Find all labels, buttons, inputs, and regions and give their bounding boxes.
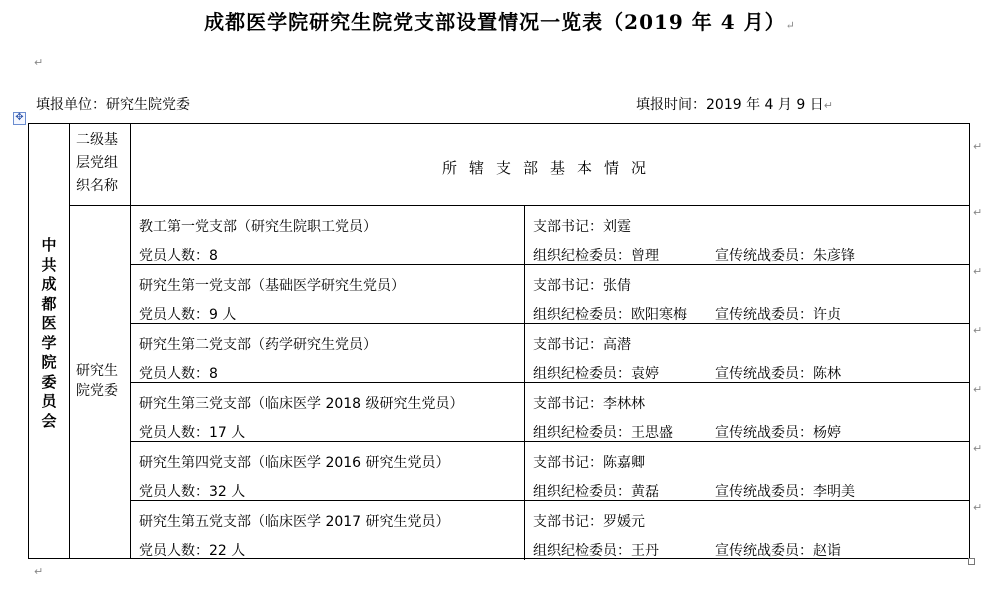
member-count: 党员人数：8 bbox=[139, 248, 218, 264]
discipline-member: 组织纪检委员：黄磊 bbox=[533, 484, 659, 500]
unit-name-cell bbox=[70, 361, 130, 401]
party-char: 中 bbox=[41, 236, 57, 254]
discipline-member: 组织纪检委员：王思盛 bbox=[533, 425, 673, 441]
branch-secretary: 支部书记：李林林 bbox=[533, 396, 645, 412]
fill-unit: 填报单位：研究生院党委 bbox=[36, 97, 190, 113]
party-char: 院 bbox=[41, 353, 57, 371]
member-count: 党员人数：8 bbox=[139, 366, 218, 382]
document-title bbox=[0, 6, 1000, 35]
propaganda-member: 宣传统战委员：赵诣 bbox=[715, 543, 841, 559]
row-end-mark-icon: ↵ bbox=[973, 442, 983, 455]
branch-name: 研究生第三党支部（临床医学 2018 级研究生党员） bbox=[139, 396, 464, 412]
branch-secretary: 支部书记：高潜 bbox=[533, 337, 631, 353]
branch-cell bbox=[131, 442, 525, 500]
propaganda-member: 宣传统战委员：朱彦锋 bbox=[715, 248, 855, 264]
branch-secretary: 支部书记：陈嘉卿 bbox=[533, 455, 645, 471]
party-char: 共 bbox=[41, 255, 57, 274]
party-char: 学 bbox=[41, 333, 57, 352]
unit-name-line: 院党委 bbox=[76, 383, 118, 399]
table-move-handle-icon[interactable]: ✥ bbox=[13, 112, 26, 125]
unit-header-cell bbox=[70, 124, 130, 206]
table-row bbox=[131, 442, 969, 501]
branch-secretary: 支部书记：罗媛元 bbox=[533, 514, 645, 530]
propaganda-member: 宣传统战委员：李明美 bbox=[715, 484, 855, 500]
paragraph-mark-icon: ↵ bbox=[785, 19, 796, 32]
paragraph-mark-icon: ↵ bbox=[34, 56, 44, 69]
unit-column bbox=[70, 124, 131, 558]
unit-header-line: 二级基 bbox=[76, 132, 118, 148]
title-text: 成都医学院研究生院党支部设置情况一览表（2019 年 4 月） bbox=[204, 10, 786, 34]
discipline-member: 组织纪检委员：王丹 bbox=[533, 543, 659, 559]
branch-name: 研究生第二党支部（药学研究生党员） bbox=[139, 337, 377, 353]
officers-cell bbox=[525, 265, 969, 323]
table-row bbox=[131, 324, 969, 383]
branch-secretary: 支部书记：张倩 bbox=[533, 278, 631, 294]
propaganda-member: 宣传统战委员：杨婷 bbox=[715, 425, 841, 441]
row-end-mark-icon: ↵ bbox=[973, 140, 983, 153]
unit-header-line: 层党组 bbox=[76, 155, 118, 171]
info-header-text: 所辖支部基本情况 bbox=[441, 159, 658, 177]
propaganda-member: 宣传统战委员：陈林 bbox=[715, 366, 841, 382]
branch-cell bbox=[131, 383, 525, 441]
member-count: 党员人数：22 人 bbox=[139, 543, 246, 559]
table-row bbox=[131, 206, 969, 265]
branch-cell bbox=[131, 324, 525, 382]
unit-name-line: 研究生 bbox=[76, 363, 118, 379]
party-char: 都 bbox=[41, 294, 57, 313]
party-char: 员 bbox=[41, 392, 57, 410]
branch-name: 教工第一党支部（研究生院职工党员） bbox=[139, 219, 377, 235]
row-end-mark-icon: ↵ bbox=[973, 324, 983, 337]
member-count: 党员人数：32 人 bbox=[139, 484, 246, 500]
table-resize-handle-icon[interactable] bbox=[968, 558, 975, 565]
info-header-cell bbox=[131, 124, 969, 206]
unit-header-line: 织名称 bbox=[76, 178, 118, 194]
officers-cell bbox=[525, 383, 969, 441]
paragraph-mark-icon: ↵ bbox=[823, 99, 833, 112]
branch-secretary: 支部书记：刘霆 bbox=[533, 219, 631, 235]
discipline-member: 组织纪检委员：袁婷 bbox=[533, 366, 659, 382]
party-committee-name bbox=[29, 236, 69, 431]
party-char: 医 bbox=[41, 314, 57, 332]
officers-cell bbox=[525, 501, 969, 560]
paragraph-mark-icon: ↵ bbox=[34, 565, 44, 578]
row-end-mark-icon: ↵ bbox=[973, 206, 983, 219]
officers-cell bbox=[525, 206, 969, 264]
branch-cell bbox=[131, 265, 525, 323]
branch-table bbox=[28, 123, 970, 559]
discipline-member: 组织纪检委员：欧阳寒梅 bbox=[533, 307, 687, 323]
branch-name: 研究生第五党支部（临床医学 2017 研究生党员） bbox=[139, 514, 450, 530]
fill-date-text: 填报时间：2019 年 4 月 9 日 bbox=[636, 97, 824, 113]
table-row bbox=[131, 265, 969, 324]
branch-name: 研究生第一党支部（基础医学研究生党员） bbox=[139, 278, 405, 294]
propaganda-member: 宣传统战委员：许贞 bbox=[715, 307, 841, 323]
row-end-mark-icon: ↵ bbox=[973, 383, 983, 396]
row-end-mark-icon: ↵ bbox=[973, 501, 983, 514]
row-end-mark-icon: ↵ bbox=[973, 265, 983, 278]
table-row bbox=[131, 501, 969, 560]
member-count: 党员人数：17 人 bbox=[139, 425, 246, 441]
party-char: 会 bbox=[41, 411, 57, 430]
officers-cell bbox=[525, 442, 969, 500]
branch-cell bbox=[131, 501, 525, 560]
member-count: 党员人数：9 人 bbox=[139, 307, 237, 323]
fill-date bbox=[636, 94, 833, 114]
table-row bbox=[131, 383, 969, 442]
officers-cell bbox=[525, 324, 969, 382]
branch-cell bbox=[131, 206, 525, 264]
branch-name: 研究生第四党支部（临床医学 2016 研究生党员） bbox=[139, 455, 450, 471]
discipline-member: 组织纪检委员：曾理 bbox=[533, 248, 659, 264]
party-char: 委 bbox=[41, 372, 57, 391]
party-char: 成 bbox=[41, 275, 57, 293]
party-committee-cell bbox=[29, 124, 70, 558]
